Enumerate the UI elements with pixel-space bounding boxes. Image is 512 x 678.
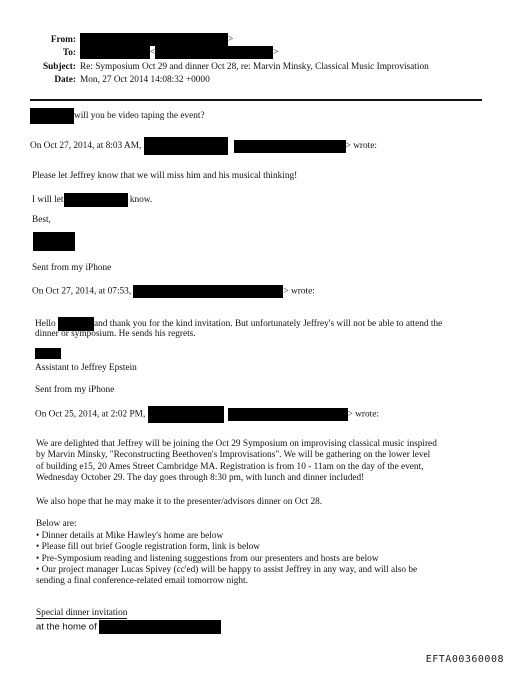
from-label: From: <box>50 35 76 45</box>
msg2-sent-from: Sent from my iPhone <box>32 263 112 273</box>
header-divider <box>30 99 482 101</box>
special-dinner-text: Special dinner invitation <box>36 608 128 618</box>
msg3-signature: Assistant to Jeffrey Epstein <box>35 363 137 373</box>
redaction-block <box>35 348 61 359</box>
redaction-block <box>144 137 228 155</box>
quote-suffix: > wrote: <box>345 141 377 152</box>
redaction-block <box>64 193 128 207</box>
msg3-hello: Hello <box>35 319 56 330</box>
at-home-text: at the home of <box>36 621 97 633</box>
msg4-bullet-list <box>36 531 482 588</box>
msg2-signature-redaction <box>33 232 75 251</box>
msg3-signature-redaction <box>35 348 61 360</box>
date-value: Mon, 27 Oct 2014 14:08:32 +0000 <box>80 75 210 85</box>
to-mid: < <box>150 47 156 58</box>
paragraph-line: of building e15, 20 Ames Street Cambridge MA. Registration is from 10 - 11am on the day of the event, <box>36 461 424 472</box>
msg2-closing: Best, <box>32 215 51 225</box>
msg1-line <box>30 108 205 124</box>
msg4-paragraph1 <box>36 439 482 484</box>
list-item-continuation: sending a final conference-related email tomorrow night. <box>36 576 248 587</box>
to-suffix: > <box>273 47 279 58</box>
redaction-block <box>234 140 346 153</box>
from-suffix: > <box>228 34 234 45</box>
msg3-line1-rest: and thank you for the kind invitation. But unfortunately Jeffrey's will not be able to attend the <box>93 319 443 330</box>
list-item: • Pre-Symposium reading and listening suggestions from our presenters and hosts are below <box>36 554 482 565</box>
msg3-quote-header <box>35 406 379 423</box>
msg3-sent-from: Sent from my iPhone <box>35 385 115 395</box>
redaction-block <box>80 46 150 59</box>
redaction-block <box>33 232 75 251</box>
msg2-line2 <box>32 193 152 207</box>
to-value <box>80 46 279 59</box>
msg3-line2: dinner or symposium. He sends his regrets. <box>35 329 196 339</box>
date-label: Date: <box>54 75 76 85</box>
paragraph-line: Wednesday October 29. The day goes through 8:30 pm, with lunch and dinner included! <box>36 472 365 483</box>
msg2-line1: Please let Jeffrey know that we will miss him and his musical thinking! <box>32 171 298 181</box>
from-value <box>80 33 233 46</box>
subject-value: Re: Symposium Oct 29 and dinner Oct 28, re: Marvin Minsky, Classical Music Improvisation <box>80 62 429 72</box>
redaction-block <box>133 285 283 298</box>
msg4-paragraph2: We also hope that he may make it to the presenter/advisors dinner on Oct 28. <box>36 497 323 507</box>
msg1-quote-header <box>30 137 377 155</box>
msg2-line2-prefix: I will let <box>32 195 64 206</box>
at-home-line <box>36 620 221 634</box>
special-dinner-heading <box>36 608 127 619</box>
redaction-block <box>155 46 273 59</box>
msg2-quote-header <box>32 285 315 298</box>
paragraph-line: We are delighted that Jeffrey will be joining the Oct 29 Symposium on improvising classical music inspired <box>36 439 437 449</box>
list-item: • Please fill out brief Google registration form, link is below <box>36 542 482 553</box>
quote-prefix: On Oct 25, 2014, at 2:02 PM, <box>35 409 146 420</box>
redaction-block <box>148 406 224 423</box>
paragraph-line: by Marvin Minsky, "Reconstructing Beethoven's Improvisations". We will be gathering on the lower level <box>36 450 431 461</box>
redaction-block <box>99 620 221 634</box>
list-item: • Dinner details at Mike Hawley's home are below <box>36 531 482 542</box>
msg2-line2-suffix: know. <box>129 195 153 206</box>
redaction-block <box>80 33 228 46</box>
document-id: EFTA00360008 <box>425 653 504 665</box>
redaction-block <box>30 108 74 124</box>
subject-label: Subject: <box>42 62 76 72</box>
to-label: To: <box>62 48 76 58</box>
quote-prefix: On Oct 27, 2014, at 07:53, <box>32 286 132 297</box>
msg4-below-are: Below are: <box>36 519 77 529</box>
quote-suffix: > wrote: <box>283 286 315 297</box>
msg1-text: will you be video taping the event? <box>74 111 205 122</box>
list-item: • Our project manager Lucas Spivey (cc'ed) will be happy to assist Jeffrey in any way, and will also be <box>36 565 482 576</box>
quote-suffix: > wrote: <box>347 409 379 420</box>
redaction-block <box>228 408 348 421</box>
quote-prefix: On Oct 27, 2014, at 8:03 AM, <box>30 141 142 152</box>
